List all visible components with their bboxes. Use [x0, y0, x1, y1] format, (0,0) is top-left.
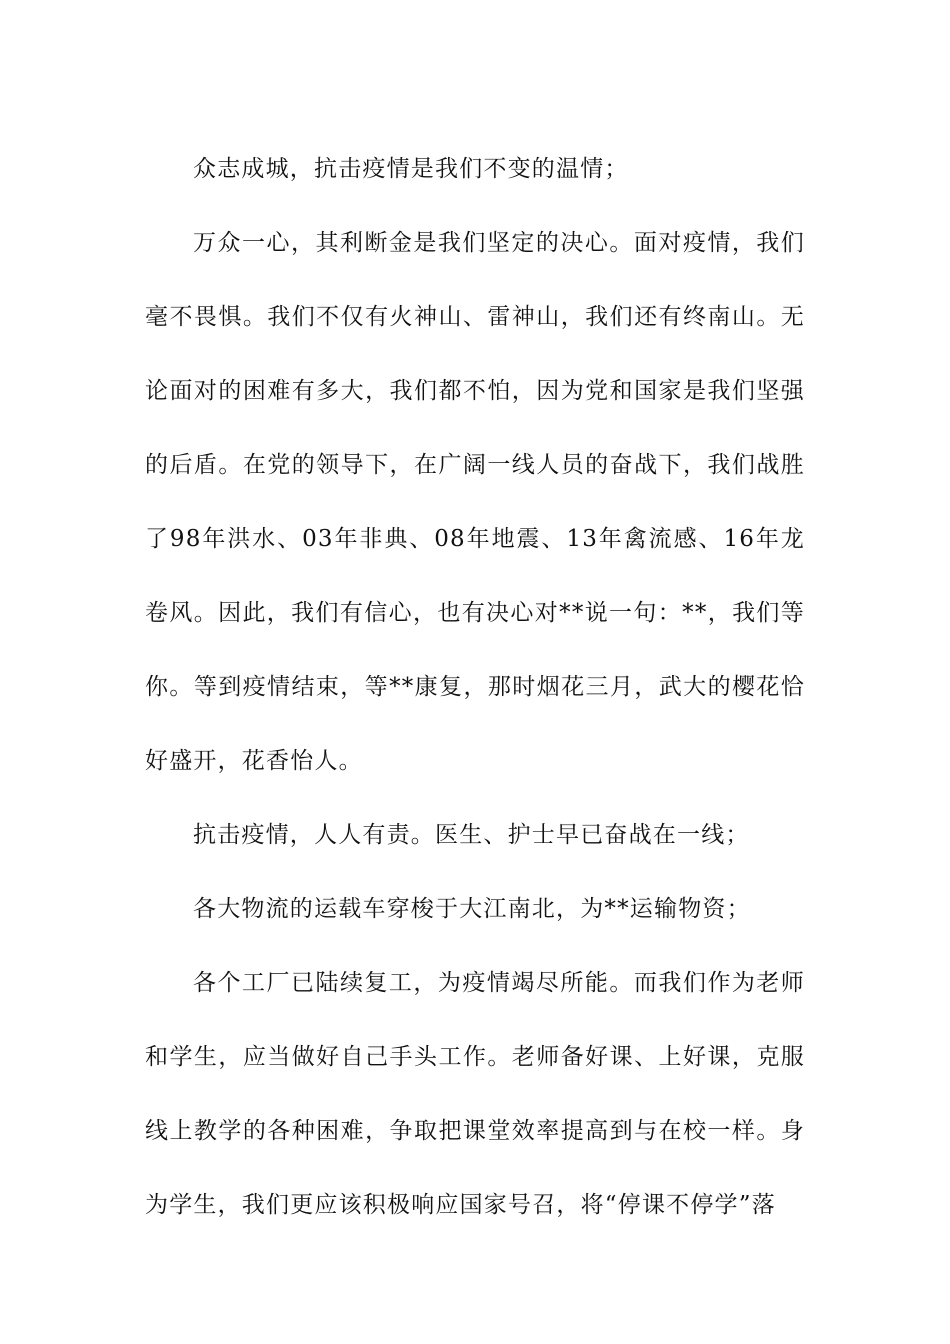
paragraph-2: 万众一心，其利断金是我们坚定的决心。面对疫情，我们毫不畏惧。我们不仅有火神山、雷神山，我们还有终南山。无论面对的困难有多大，我们都不怕，因为党和国家是我们坚强的后盾。在党的领导下，在广阔一线人员的奋战下，我们战胜了98年洪水、03年非典、08年地震、13年禽流感、16年龙卷风。因此，我们有信心，也有决心对**说一句：**，我们等你。等到疫情结束，等**康复，那时烟花三月，武大的樱花恰好盛开，花香怡人。 — [145, 230, 805, 774]
paragraph-1: 众志成城，抗击疫情是我们不变的温情； — [193, 156, 629, 182]
paragraph-4: 各大物流的运载车穿梭于大江南北，为**运输物资； — [193, 896, 751, 922]
document-body — [145, 132, 805, 1242]
paragraph-5: 各个工厂已陆续复工，为疫情竭尽所能。而我们作为老师和学生，应当做好自己手头工作。老师备好课、上好课，克服线上教学的各种困难，争取把课堂效率提高到与在校一样。身为学生，我们更应该积极响应国家号召，将“停课不停学”落 — [145, 970, 805, 1218]
paragraph-3: 抗击疫情，人人有责。医生、护士早已奋战在一线； — [193, 822, 750, 848]
